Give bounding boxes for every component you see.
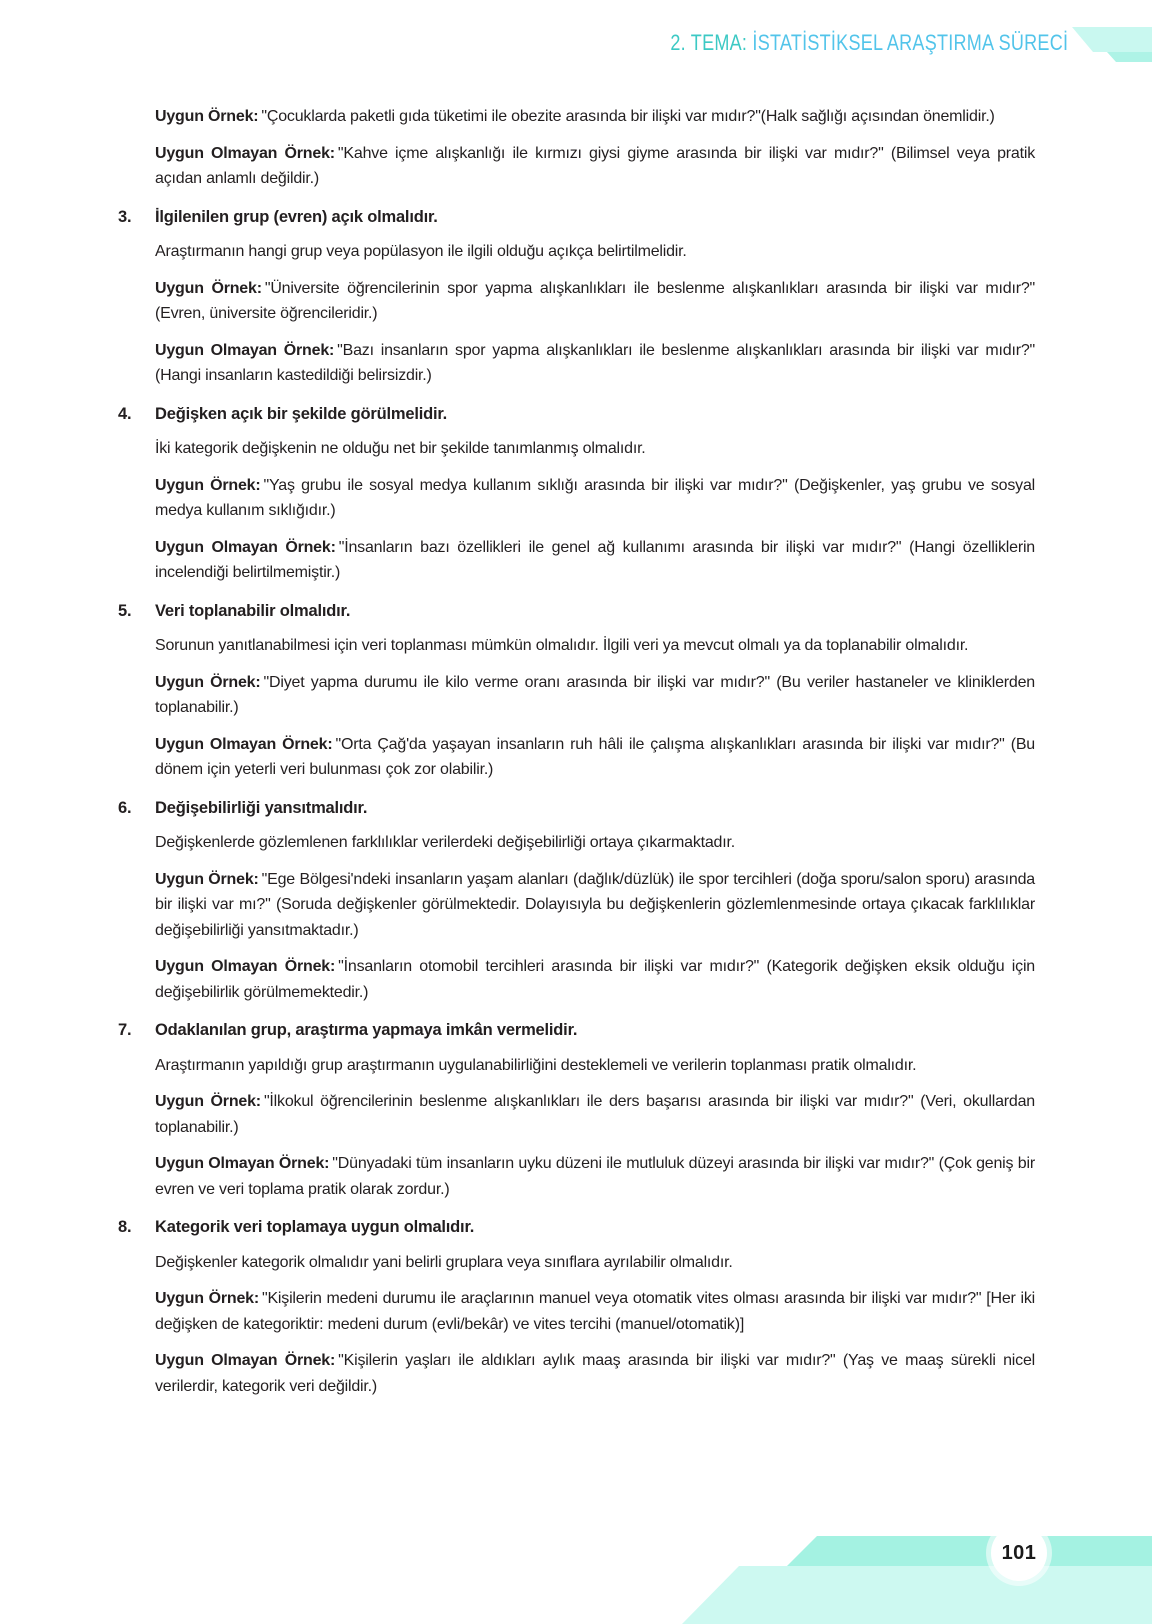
example-paragraph bbox=[155, 670, 1035, 721]
example-paragraph bbox=[155, 1089, 1035, 1140]
page-header-title bbox=[670, 31, 1068, 55]
example-label: Uygun Olmayan Örnek: bbox=[155, 958, 336, 975]
item-description: Değişkenlerde gözlemlenen farklılıklar verilerdeki değişebilirliği ortaya çıkarmaktadır. bbox=[155, 834, 735, 851]
example-paragraph bbox=[155, 473, 1035, 524]
page-content bbox=[118, 104, 1035, 1410]
item-heading-row bbox=[118, 796, 1035, 822]
list-item-8 bbox=[118, 1215, 1035, 1399]
example-label: Uygun Olmayan Örnek: bbox=[155, 144, 335, 162]
example-paragraph bbox=[155, 141, 1035, 192]
item-heading-row bbox=[118, 205, 1035, 231]
item-number: 6. bbox=[118, 798, 132, 817]
example-paragraph bbox=[155, 535, 1035, 586]
example-paragraph bbox=[155, 338, 1035, 389]
example-label: Uygun Örnek: bbox=[155, 279, 262, 297]
example-text: "Dünyadaki tüm insanların uyku düzeni ile mutluluk düzeyi arasında bir ilişki var mıdır?" (Çok geniş bir evren ve veri toplama pratik olarak zordur.) bbox=[155, 1155, 1035, 1198]
example-label: Uygun Olmayan Örnek: bbox=[155, 1352, 336, 1369]
list-item-6 bbox=[118, 796, 1035, 1006]
item-heading: Değişken açık bir şekilde görülmelidir. bbox=[155, 404, 448, 423]
example-label: Uygun Örnek: bbox=[155, 1093, 261, 1110]
theme-title-text: İSTATİSTİKSEL ARAŞTIRMA SÜRECİ bbox=[752, 30, 1068, 55]
example-text: "Yaş grubu ile sosyal medya kullanım sıklığı arasında bir ilişki var mıdır?" (Değişkenler, yaş grubu ve sosyal medya kullanım sıklığıdır.) bbox=[155, 476, 1035, 519]
list-item-7 bbox=[118, 1018, 1035, 1202]
example-paragraph bbox=[155, 954, 1035, 1005]
item-number: 5. bbox=[118, 601, 132, 620]
example-paragraph bbox=[155, 1286, 1035, 1337]
example-paragraph bbox=[155, 276, 1035, 327]
header-decoration-ribbon-small bbox=[1100, 52, 1152, 62]
example-label: Uygun Olmayan Örnek: bbox=[155, 538, 336, 556]
item-description: Araştırmanın yapıldığı grup araştırmanın uygulanabilirliğini desteklemeli ve verilerin toplanması pratik olmalıdır. bbox=[155, 1056, 917, 1074]
item-description: Sorunun yanıtlanabilmesi için veri toplanması mümkün olmalıdır. İlgili veri ya mevcut olmalı ya da toplanabilir olmalıdır. bbox=[155, 637, 969, 654]
example-label: Uygun Örnek: bbox=[155, 870, 259, 888]
example-label: Uygun Olmayan Örnek: bbox=[155, 735, 333, 753]
example-paragraph bbox=[155, 867, 1035, 944]
item-description: Değişkenler kategorik olmalıdır yani belirli gruplara veya sınıflara ayrılabilir olmalıdır. bbox=[155, 1253, 733, 1271]
item-heading: İlgilenilen grup (evren) açık olmalıdır. bbox=[155, 207, 438, 226]
example-label: Uygun Örnek: bbox=[155, 1290, 259, 1307]
item-description: Araştırmanın hangi grup veya popülasyon ile ilgili olduğu açıkça belirtilmelidir. bbox=[155, 243, 687, 260]
example-label: Uygun Örnek: bbox=[155, 673, 261, 691]
example-paragraph bbox=[155, 104, 1035, 130]
example-text: "Orta Çağ'da yaşayan insanların ruh hâli ile çalışma alışkanlıkları arasında bir ilişki var mıdır?" (Bu dönem için yeterli veri bulunması çok zor olabilir.) bbox=[155, 735, 1036, 778]
item-description: İki kategorik değişkenin ne olduğu net bir şekilde tanımlanmış olmalıdır. bbox=[155, 440, 646, 457]
example-text: "Bazı insanların spor yapma alışkanlıkları ile beslenme alışkanlıkları arasında bir ilişki var mıdır?" (Hangi insanların kastedildiği belirsizdir.) bbox=[155, 341, 1036, 384]
example-label: Uygun Örnek: bbox=[155, 476, 261, 494]
example-text: "Çocuklarda paketli gıda tüketimi ile obezite arasında bir ilişki var mıdır?"(Halk sağlığı açısından önemlidir.) bbox=[261, 108, 995, 125]
example-text: "Kahve içme alışkanlığı ile kırmızı giysi giyme arasında bir ilişki var mıdır?" (Bilimsel veya pratik açıdan anlamlı değildir.) bbox=[155, 144, 1035, 187]
example-label: Uygun Örnek: bbox=[155, 108, 259, 125]
page-number-badge bbox=[991, 1525, 1047, 1581]
example-paragraph bbox=[155, 1348, 1035, 1399]
item-heading-row bbox=[118, 402, 1035, 428]
list-item-3 bbox=[118, 205, 1035, 389]
header-decoration-ribbon bbox=[1062, 27, 1152, 52]
footer-decoration-band-dark bbox=[780, 1536, 1152, 1566]
theme-number-label: 2. TEMA: bbox=[670, 30, 747, 55]
item-heading-row bbox=[118, 1018, 1035, 1044]
example-text: "Kişilerin yaşları ile aldıkları aylık maaş arasında bir ilişki var mıdır?" (Yaş ve maaş sürekli nicel verilerdir, kategorik veri değildir.) bbox=[155, 1352, 1036, 1395]
item-number: 3. bbox=[118, 207, 132, 226]
example-text: "Üniversite öğrencilerinin spor yapma alışkanlıkları ile beslenme alışkanlıkları arasında bir ilişki var mıdır?" (Evren, üniversite öğrencileridir.) bbox=[155, 279, 1036, 322]
example-paragraph bbox=[155, 732, 1035, 783]
footer-decoration-band-light bbox=[675, 1566, 1152, 1624]
item-heading: Odaklanılan grup, araştırma yapmaya imkân vermelidir. bbox=[155, 1021, 578, 1039]
item-heading-row bbox=[118, 599, 1035, 625]
item-heading: Değişebilirliği yansıtmalıdır. bbox=[155, 798, 368, 817]
item-number: 8. bbox=[118, 1218, 132, 1236]
example-text: "İlkokul öğrencilerinin beslenme alışkanlıkları ile ders başarısı arasında bir ilişki var mıdır?" (Veri, okullardan toplanabilir.) bbox=[155, 1093, 1035, 1136]
example-text: "Ege Bölgesi'ndeki insanların yaşam alanları (dağlık/düzlük) ile spor tercihleri (doğa sporu/salon sporu) arasında bir ilişki var mı?" (Soruda değişkenler görülmektedir. Dolayısıyla bu değişkenlerin gözlemlenmesinde ortaya çıkacak farklılıklar değişebilirliği yansıtmaktadır.) bbox=[155, 870, 1035, 939]
item-number: 4. bbox=[118, 404, 132, 423]
example-text: "Kişilerin medeni durumu ile araçlarının manuel veya otomatik vites olması arasında bir ilişki var mıdır?" [Her iki değişken de kategoriktir: medeni durum (evli/bekâr) ve vites tercihi (manuel/otomatik)] bbox=[155, 1290, 1035, 1333]
page-number: 101 bbox=[1001, 1541, 1037, 1564]
item-number: 7. bbox=[118, 1021, 132, 1039]
item-heading: Veri toplanabilir olmalıdır. bbox=[155, 601, 351, 620]
example-label: Uygun Olmayan Örnek: bbox=[155, 341, 335, 359]
list-item-4 bbox=[118, 402, 1035, 586]
example-label: Uygun Olmayan Örnek: bbox=[155, 1155, 330, 1172]
example-text: "Diyet yapma durumu ile kilo verme oranı arasında bir ilişki var mıdır?" (Bu veriler hastaneler ve kliniklerden toplanabilir.) bbox=[155, 673, 1036, 716]
item-heading: Kategorik veri toplamaya uygun olmalıdır. bbox=[155, 1218, 475, 1236]
item-heading-row bbox=[118, 1215, 1035, 1241]
example-text: "İnsanların otomobil tercihleri arasında bir ilişki var mıdır?" (Kategorik değişken eksik olduğu için değişebilirlik görülmemektedir.) bbox=[155, 958, 1035, 1001]
example-text: "İnsanların bazı özellikleri ile genel ağ kullanımı arasında bir ilişki var mıdır?" (Hangi özelliklerin incelendiği belirtilmemiştir.) bbox=[155, 538, 1035, 581]
example-paragraph bbox=[155, 1151, 1035, 1202]
list-item-5 bbox=[118, 599, 1035, 783]
